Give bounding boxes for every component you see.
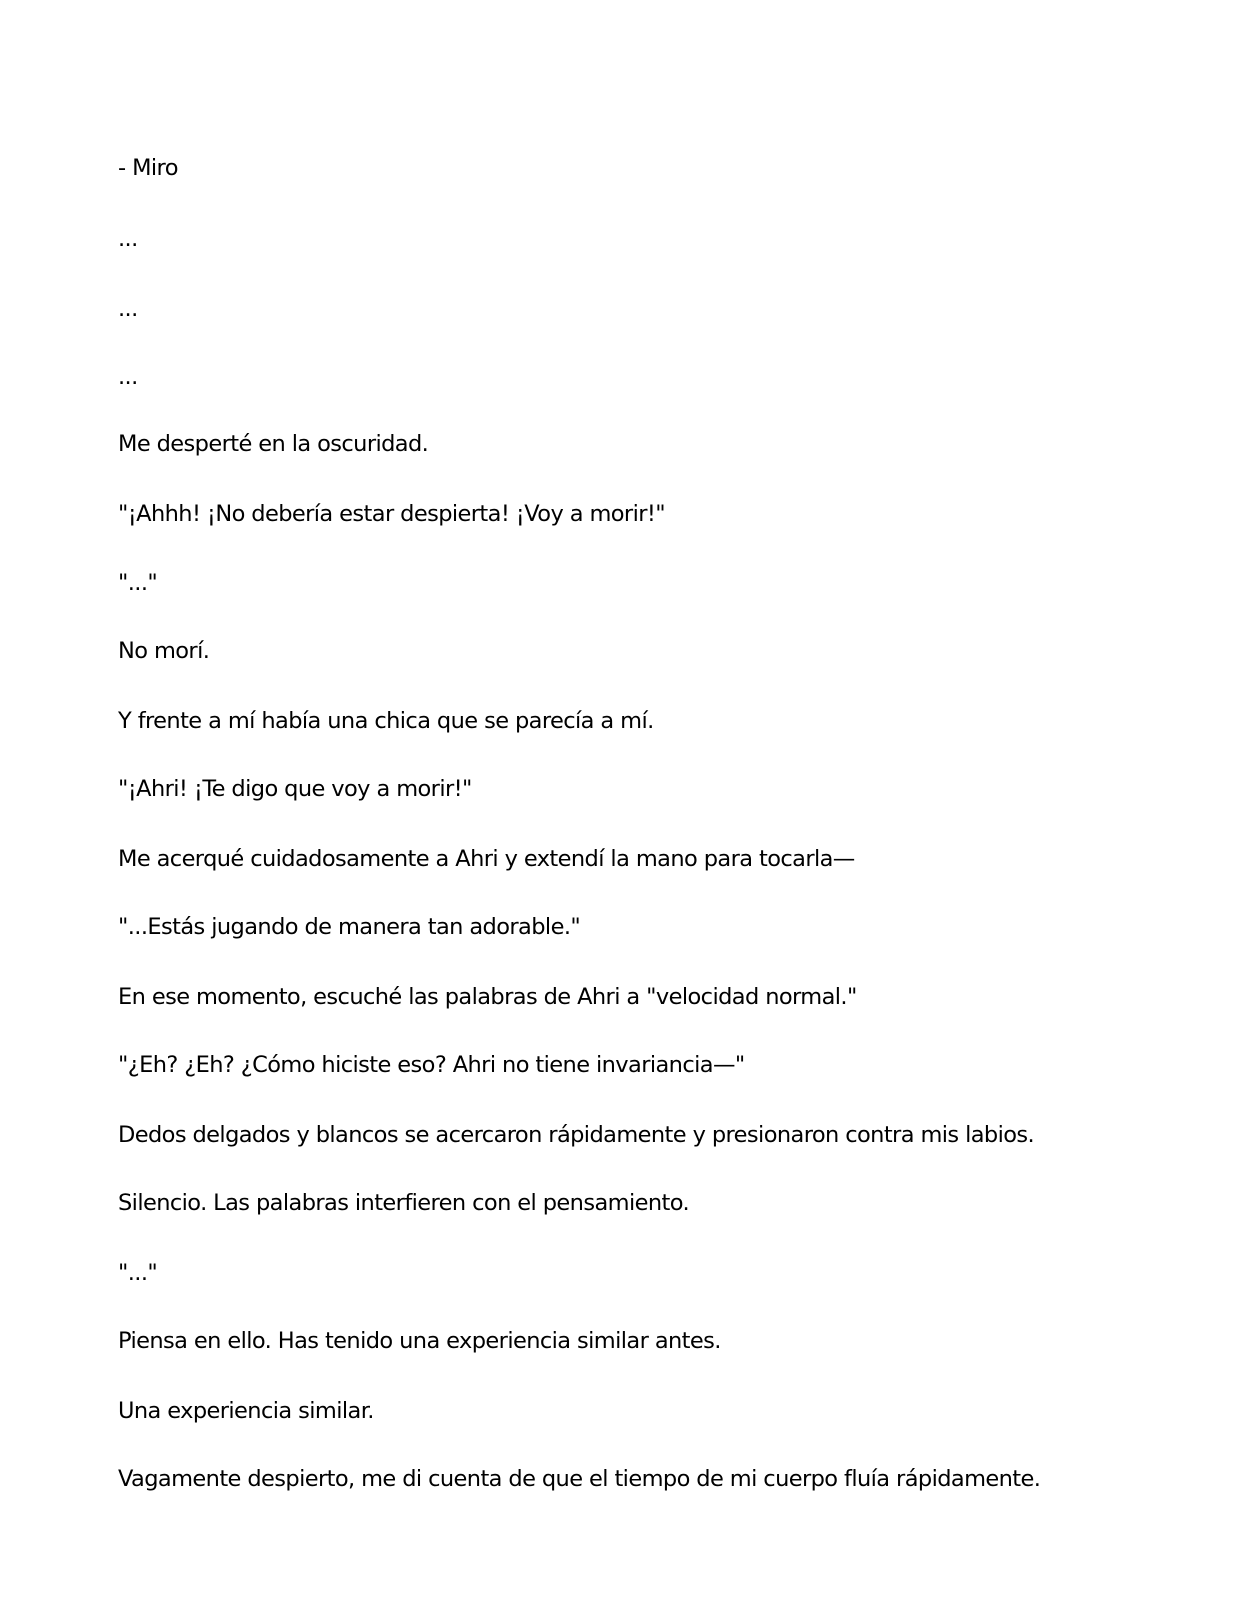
paragraph-text: Vagamente despierto, me di cuenta de que el tiempo de mi cuerpo fluía rápidamente. [118,1466,1041,1492]
paragraph-dialogue: "..." [118,570,158,596]
paragraph-text: Silencio. Las palabras interfieren con el pensamiento. [118,1190,690,1216]
paragraph-text: No morí. [118,638,210,664]
paragraph-text: Me acerqué cuidadosamente a Ahri y extendí la mano para tocarla— [118,846,855,872]
paragraph-ellipsis-3: ... [118,364,138,390]
paragraph-text: En ese momento, escuché las palabras de Ahri a "velocidad normal." [118,984,857,1010]
paragraph-text: Una experiencia similar. [118,1398,374,1424]
paragraph-dialogue: "...Estás jugando de manera tan adorable." [118,914,581,940]
paragraph-author: - Miro [118,155,178,181]
paragraph-ellipsis-2: ... [118,296,138,322]
paragraph-dialogue: "..." [118,1260,158,1286]
paragraph-text: Dedos delgados y blancos se acercaron rápidamente y presionaron contra mis labios. [118,1122,1035,1148]
paragraph-dialogue: "¡Ahhh! ¡No debería estar despierta! ¡Voy a morir!" [118,501,666,527]
paragraph-dialogue: "¿Eh? ¿Eh? ¿Cómo hiciste eso? Ahri no tiene invariancia—" [118,1052,745,1078]
paragraph-text: Piensa en ello. Has tenido una experiencia similar antes. [118,1328,721,1354]
paragraph-ellipsis-1: ... [118,226,138,252]
paragraph-text: Y frente a mí había una chica que se parecía a mí. [118,708,654,734]
paragraph-dialogue: "¡Ahri! ¡Te digo que voy a morir!" [118,776,472,802]
paragraph-text: Me desperté en la oscuridad. [118,431,429,457]
